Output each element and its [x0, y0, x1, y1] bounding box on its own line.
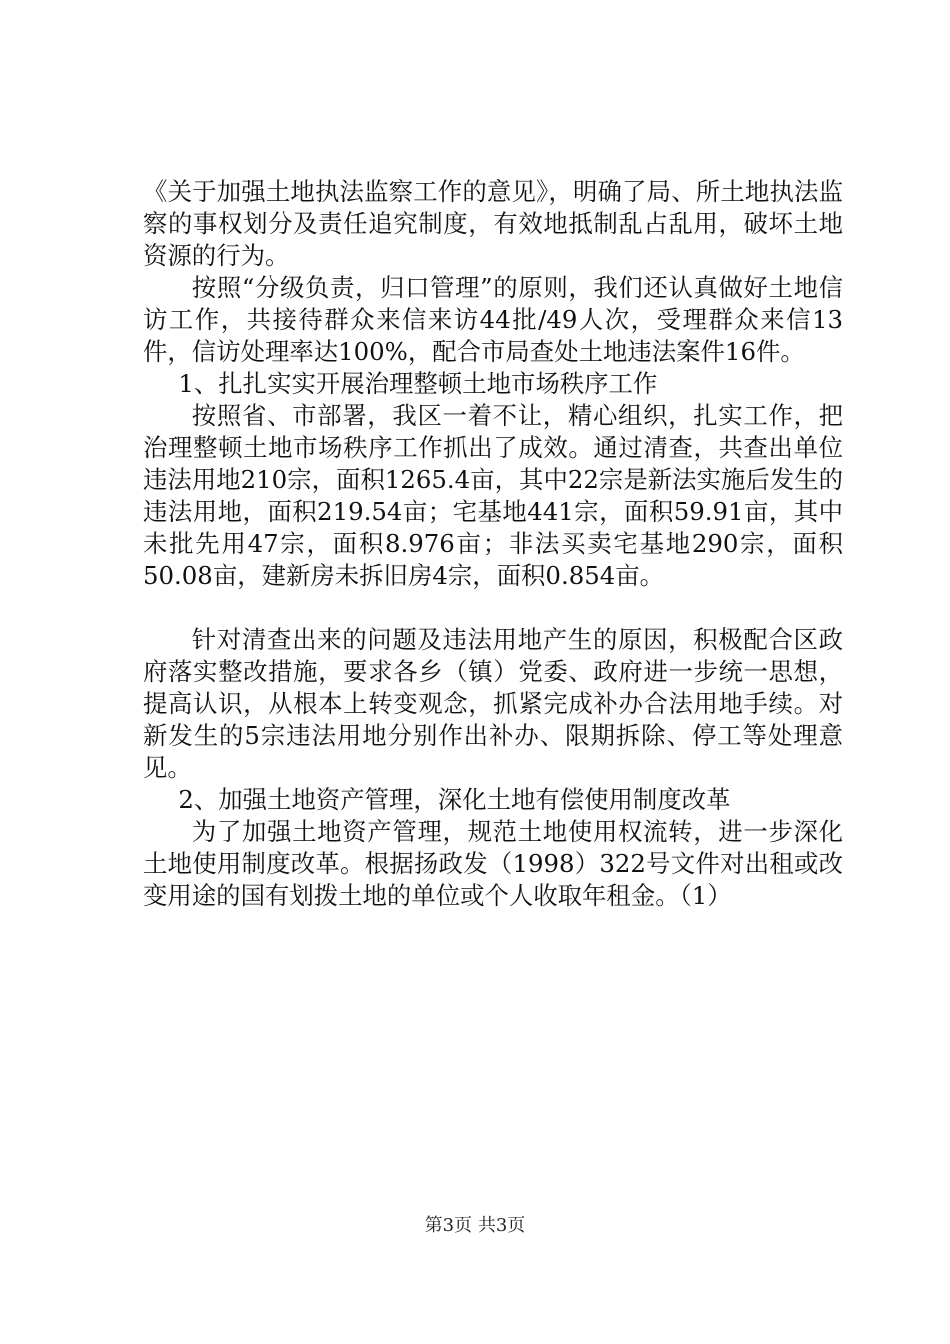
- section-heading-1: 1、扎扎实实开展治理整顿土地市场秩序工作: [178, 369, 658, 398]
- page-footer: 第3页 共3页: [424, 1215, 526, 1236]
- paragraph-4: 针对清查出来的问题及违法用地产生的原因，积极配合区政府落实整改措施，要求各乡（镇）党委、政府进一步统一思想，提高认识，从根本上转变观念，抓紧完成补办合法用地手续。对新发生的5宗违法用地分别作出补办、限期拆除、停工等处理意见。: [143, 625, 843, 782]
- section-heading-2: 2、加强土地资产管理，深化土地有偿使用制度改革: [178, 785, 731, 814]
- paragraph-5: 为了加强土地资产管理，规范土地使用权流转，进一步深化土地使用制度改革。根据扬政发（1998）322号文件对出租或改变用途的国有划拨土地的单位或个人收取年租金。（1）: [143, 817, 843, 910]
- paragraph-2: 按照“分级负责，归口管理”的原则，我们还认真做好土地信访工作，共接待群众来信来访44批/49人次，受理群众来信13件，信访处理率达100%，配合市局查处土地违法案件16件。: [143, 273, 843, 366]
- paragraph-3: 按照省、市部署，我区一着不让，精心组织，扎实工作，把治理整顿土地市场秩序工作抓出了成效。通过清查，共查出单位违法用地210宗，面积1265.4亩，其中22宗是新法实施后发生的违法用地，面积219.54亩；宅基地441宗，面积59.91亩，其中未批先用47宗，面积8.976亩；非法买卖宅基地290宗，面积50.08亩，建新房未拆旧房4宗，面积0.854亩。: [143, 401, 843, 590]
- document-body: [143, 176, 843, 912]
- paragraph-1: 《关于加强土地执法监察工作的意见》，明确了局、所土地执法监察的事权划分及责任追究制度，有效地抵制乱占乱用，破坏土地资源的行为。: [143, 177, 843, 270]
- paragraph-spacer: [143, 592, 843, 624]
